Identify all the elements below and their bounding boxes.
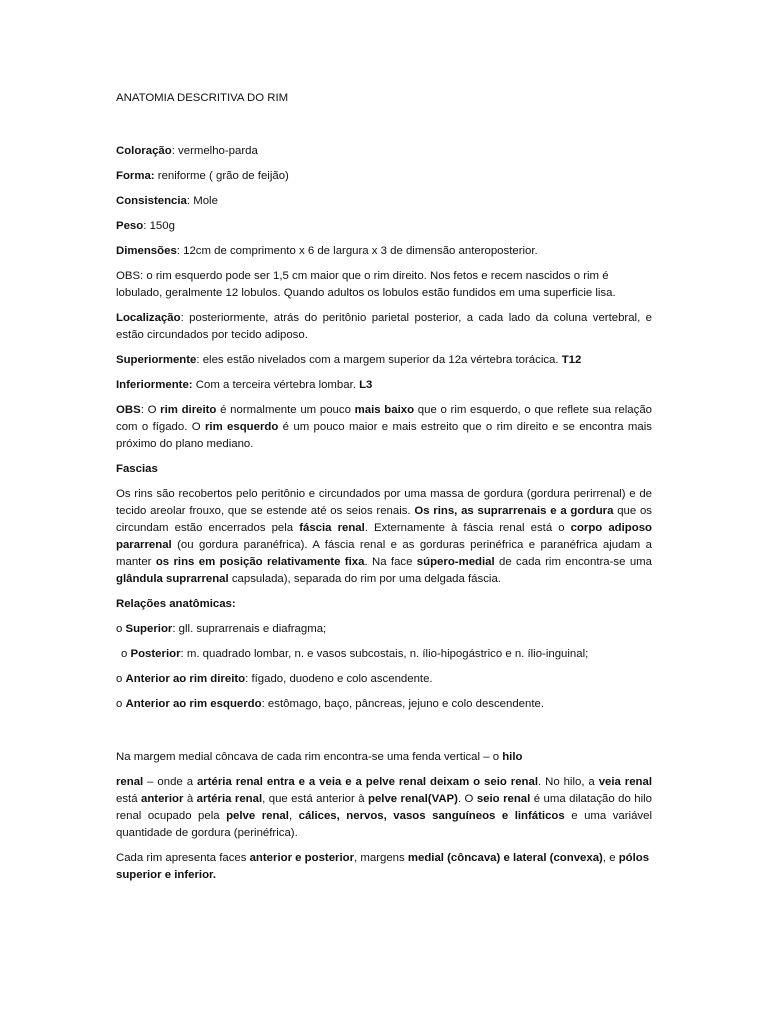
hilo-s12: . O [457,793,477,805]
hilo-s15: pelve renal [226,810,289,822]
obs2-s3: rim direito [160,404,217,416]
hilo-s17: cálices, nervos, vasos sanguíneos e linfáticos [298,810,565,822]
fascias-s11: de cada rim encontra-se uma [494,556,652,568]
relacao-value: : m. quadrado lombar, n. e vasos subcostais, n. ílio-hipogástrico e n. ílio-inguinal; [180,648,589,660]
document-body [116,90,652,892]
superiormente-line [116,352,652,369]
fascias-s5: . Externamente à fáscia renal está o [364,522,571,534]
list-bullet: o [116,623,126,635]
relacao-value: : fígado, duodeno e colo ascendente. [245,673,433,685]
consistencia-line [116,193,652,210]
hilo-s16: , [288,810,299,822]
hilo-s8: à [183,793,197,805]
hilo-s11: pelve renal(VAP) [367,793,458,805]
hilo-s3: artéria renal entra e a veia e a pelve renal deixam o seio renal [196,776,539,788]
localizacao-label: Localização [116,312,181,324]
obs2-s5: mais baixo [354,404,415,416]
fascias-s6: corpo adiposo pararrenal [116,522,652,551]
coloracao-label: Coloração [116,145,172,157]
hilo-s9: artéria renal [196,793,263,805]
coloracao-line [116,143,652,160]
relacao-label: Posterior [130,648,181,660]
hilo-s1: renal [116,776,144,788]
hilo-s18: e uma variável quantidade de gordura (perinéfrica). [116,810,652,839]
document-title: ANATOMIA DESCRITIVA DO RIM [116,92,289,104]
relacoes-heading-text: Relações anatômicas: [116,598,236,610]
consistencia-label: Consistencia [116,195,187,207]
obs2-s1: OBS [116,404,141,416]
inferiormente-value: Com a terceira vértebra lombar. [192,379,360,391]
relacao-item [116,621,652,638]
localizacao-paragraph [116,310,652,344]
fascias-s1: Os rins são recobertos pelo peritônio e circundados por uma massa de gordura (gordura perirrenal) e de tecido areolar frouxo, que se estende até os seios renais. [116,488,652,517]
inferiormente-line [116,377,652,394]
obs-paragraph-1: OBS: o rim esquerdo pode ser 1,5 cm maior que o rim direito. Nos fetos e recem nascidos o rim é lobulado, geralmente 12 lobulos. Quando adultos os lobulos estão fundidos em uma superficie lisa. [116,270,616,299]
inferiormente-vertebra: L3 [359,379,373,391]
fascias-heading-text: Fascias [116,463,158,475]
peso-value: : 150g [143,220,175,232]
dimensoes-value: : 12cm de comprimento x 6 de largura x 3 de dimensão anteroposterior. [176,245,538,257]
hilo-line-s2: hilo [502,751,523,763]
list-bullet: o [121,648,131,660]
relacao-label: Anterior ao rim esquerdo [125,698,262,710]
fascias-s10: súpero-medial [416,556,495,568]
inferiormente-label: Inferiormente: [116,379,193,391]
relacao-item [116,671,652,688]
hilo-s13: seio renal [476,793,531,805]
superiormente-vertebra: T12 [561,354,582,366]
obs2-s7: rim esquerdo [204,421,279,433]
hilo-s4: . No hilo, a [538,776,599,788]
hilo-s2: – onde a [143,776,197,788]
fascias-s8: os rins em posição relativamente fixa [155,556,365,568]
fascias-s12: glândula suprarrenal [116,573,229,585]
hilo-s5: veia renal [598,776,653,788]
fascias-s4: fáscia renal [299,522,365,534]
relacao-label: Anterior ao rim direito [125,673,246,685]
hilo-s6: está [116,793,141,805]
obs2-s8: é um pouco maior e mais estreito que o rim direito e se encontra mais próximo do plano mediano. [116,421,652,450]
hilo-paragraph [116,774,652,842]
faces-s3: , margens [354,852,408,864]
fascias-s3: que os circundam estão encerrados pela [116,505,652,534]
relacao-value: : gll. suprarrenais e diafragma; [172,623,327,635]
list-bullet: o [116,698,126,710]
faces-s2: anterior e posterior [249,852,355,864]
relacoes-heading [116,596,652,613]
faces-s6: pólos superior e inferior. [116,852,650,881]
hilo-s10: , que está anterior à [262,793,368,805]
relacao-value: : estômago, baço, pâncreas, jejuno e colo descendente. [261,698,545,710]
dimensoes-line [116,243,652,260]
relacao-label: Superior [125,623,173,635]
faces-s4: medial (côncava) e lateral (convexa) [407,852,603,864]
forma-line [116,168,652,185]
peso-label: Peso [116,220,144,232]
faces-paragraph [116,850,652,884]
obs2-s6: que o rim esquerdo, o que reflete sua relação com o fígado. O [116,404,652,433]
faces-s1: Cada rim apresenta faces [116,852,250,864]
fascias-s13: capsulada), separada do rim por uma delgada fáscia. [228,573,501,585]
fascias-paragraph [116,486,652,588]
fascias-s7: (ou gordura paranéfrica). A fáscia renal e as gorduras perinéfrica e paranéfrica ajudam a manter [116,539,652,568]
superiormente-value: : eles estão nivelados com a margem superior da 12a vértebra torácica. [196,354,562,366]
coloracao-value: : vermelho-parda [171,145,258,157]
forma-label: Forma: [116,170,155,182]
list-bullet: o [116,673,126,685]
hilo-line [116,749,652,766]
forma-value: reniforme ( grão de feijão) [154,170,289,182]
peso-line [116,218,652,235]
obs2-s2: : O [140,404,161,416]
obs2-s4: é normalmente um pouco [216,404,355,416]
fascias-heading [116,461,652,478]
localizacao-value: : posteriormente, atrás do peritônio parietal posterior, a cada lado da coluna vertebral, e estão circundados por tecido adiposo. [116,312,652,341]
relacao-item [116,696,652,713]
fascias-s2: Os rins, as suprarrenais e a gordura [414,505,614,517]
dimensoes-label: Dimensões [116,245,177,257]
fascias-s9: . Na face [364,556,417,568]
hilo-s7: anterior [140,793,184,805]
superiormente-label: Superiormente [116,354,197,366]
faces-s5: , e [602,852,619,864]
obs-paragraph-2 [116,402,652,453]
consistencia-value: : Mole [186,195,218,207]
hilo-s14: é uma dilatação do hilo renal ocupado pela [116,793,652,822]
hilo-line-s1: Na margem medial côncava de cada rim encontra-se uma fenda vertical – o [116,751,503,763]
spacer [116,721,652,749]
relacao-item [116,646,652,663]
